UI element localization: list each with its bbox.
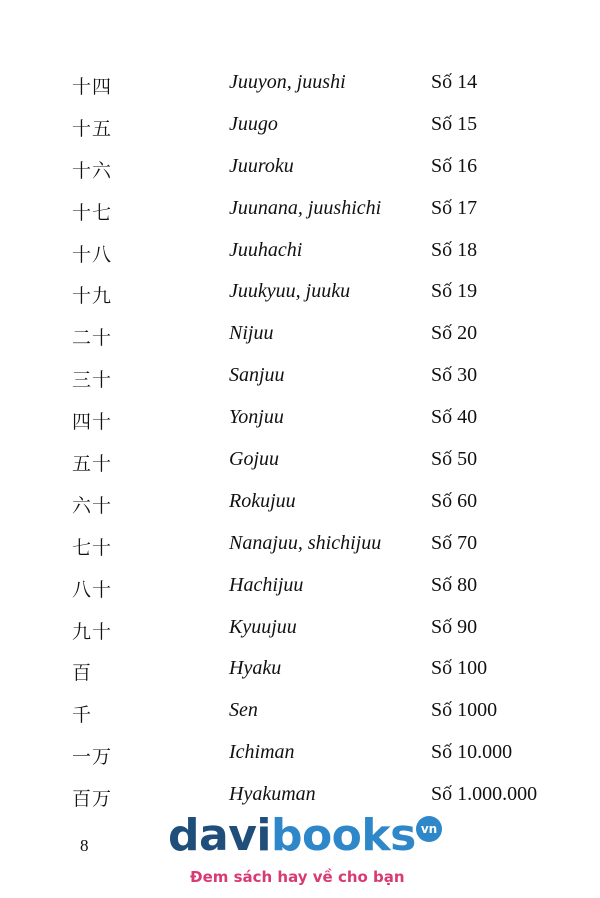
- table-row: [0, 62, 600, 104]
- table-row: [0, 188, 600, 230]
- romaji-cell: Nijuu: [229, 322, 274, 345]
- table-row: [0, 648, 600, 690]
- number-cell: Số 100: [431, 657, 488, 680]
- kanji-cell: 二十: [72, 327, 113, 350]
- number-cell: Số 40: [431, 406, 478, 429]
- number-cell: Số 1.000.000: [431, 783, 538, 806]
- number-cell: Số 1000: [431, 699, 498, 722]
- table-row: [0, 271, 600, 313]
- kanji-cell: 九十: [72, 620, 113, 643]
- number-cell: Số 30: [431, 364, 478, 387]
- table-row: [0, 439, 600, 481]
- kanji-cell: 七十: [72, 536, 113, 559]
- romaji-cell: Hyaku: [229, 657, 282, 680]
- romaji-cell: Juuhachi: [229, 238, 303, 261]
- number-cell: Số 17: [431, 196, 478, 219]
- watermark-brand-books: books: [270, 810, 416, 861]
- table-row: [0, 230, 600, 272]
- number-cell: Số 70: [431, 531, 478, 554]
- table-row: [0, 607, 600, 649]
- romaji-cell: Yonjuu: [229, 406, 284, 429]
- kanji-cell: 百: [72, 662, 93, 685]
- table-row: [0, 481, 600, 523]
- number-cell: Số 14: [431, 71, 478, 93]
- romaji-cell: Juugo: [229, 112, 278, 135]
- number-cell: Số 10.000: [431, 741, 513, 764]
- page-number: 8: [80, 836, 89, 855]
- romaji-cell: Juunana, juushichi: [229, 196, 382, 219]
- romaji-cell: Sanjuu: [229, 364, 285, 387]
- romaji-cell: Hyakuman: [229, 783, 316, 806]
- kanji-cell: 十四: [72, 76, 113, 98]
- table-row: [0, 523, 600, 565]
- table-row: [0, 565, 600, 607]
- kanji-cell: 千: [72, 704, 93, 727]
- davibooks-watermark: [168, 810, 468, 894]
- kanji-cell: 十七: [72, 201, 113, 224]
- romaji-cell: Juukyuu, juuku: [229, 280, 351, 303]
- number-cell: Số 80: [431, 573, 478, 596]
- table-row: [0, 732, 600, 774]
- number-cell: Số 15: [431, 112, 478, 135]
- number-table: [0, 62, 600, 816]
- romaji-cell: Hachijuu: [229, 573, 304, 596]
- number-cell: Số 19: [431, 280, 478, 303]
- romaji-cell: Gojuu: [229, 448, 279, 471]
- kanji-cell: 四十: [72, 411, 113, 434]
- kanji-cell: 一万: [72, 746, 113, 769]
- kanji-cell: 十九: [72, 285, 113, 308]
- number-cell: Số 60: [431, 489, 478, 512]
- kanji-cell: 三十: [72, 369, 113, 392]
- kanji-cell: 八十: [72, 578, 113, 601]
- watermark-brand: [168, 810, 416, 861]
- kanji-cell: 六十: [72, 494, 113, 517]
- kanji-cell: 十六: [72, 159, 113, 182]
- table-row: [0, 313, 600, 355]
- table-row: [0, 397, 600, 439]
- watermark-brand-davi: davi: [168, 810, 271, 861]
- kanji-cell: 五十: [72, 453, 113, 476]
- romaji-cell: Juuroku: [229, 154, 294, 177]
- number-cell: Số 18: [431, 238, 478, 261]
- kanji-cell: 百万: [72, 788, 113, 811]
- number-cell: Số 50: [431, 448, 478, 471]
- romaji-cell: Nanajuu, shichijuu: [229, 531, 382, 554]
- table-row: [0, 355, 600, 397]
- romaji-cell: Juuyon, juushi: [229, 71, 346, 93]
- table-row: [0, 690, 600, 732]
- watermark-slogan: Đem sách hay về cho bạn: [190, 868, 405, 886]
- number-cell: Số 90: [431, 615, 478, 638]
- romaji-cell: Rokujuu: [229, 489, 296, 512]
- romaji-cell: Sen: [229, 699, 258, 722]
- romaji-cell: Kyuujuu: [229, 615, 297, 638]
- romaji-cell: Ichiman: [229, 741, 295, 764]
- table-row: [0, 146, 600, 188]
- number-cell: Số 20: [431, 322, 478, 345]
- kanji-cell: 十八: [72, 243, 113, 266]
- kanji-cell: 十五: [72, 117, 113, 140]
- table-row: [0, 104, 600, 146]
- number-cell: Số 16: [431, 154, 478, 177]
- watermark-domain-badge: vn: [416, 816, 442, 842]
